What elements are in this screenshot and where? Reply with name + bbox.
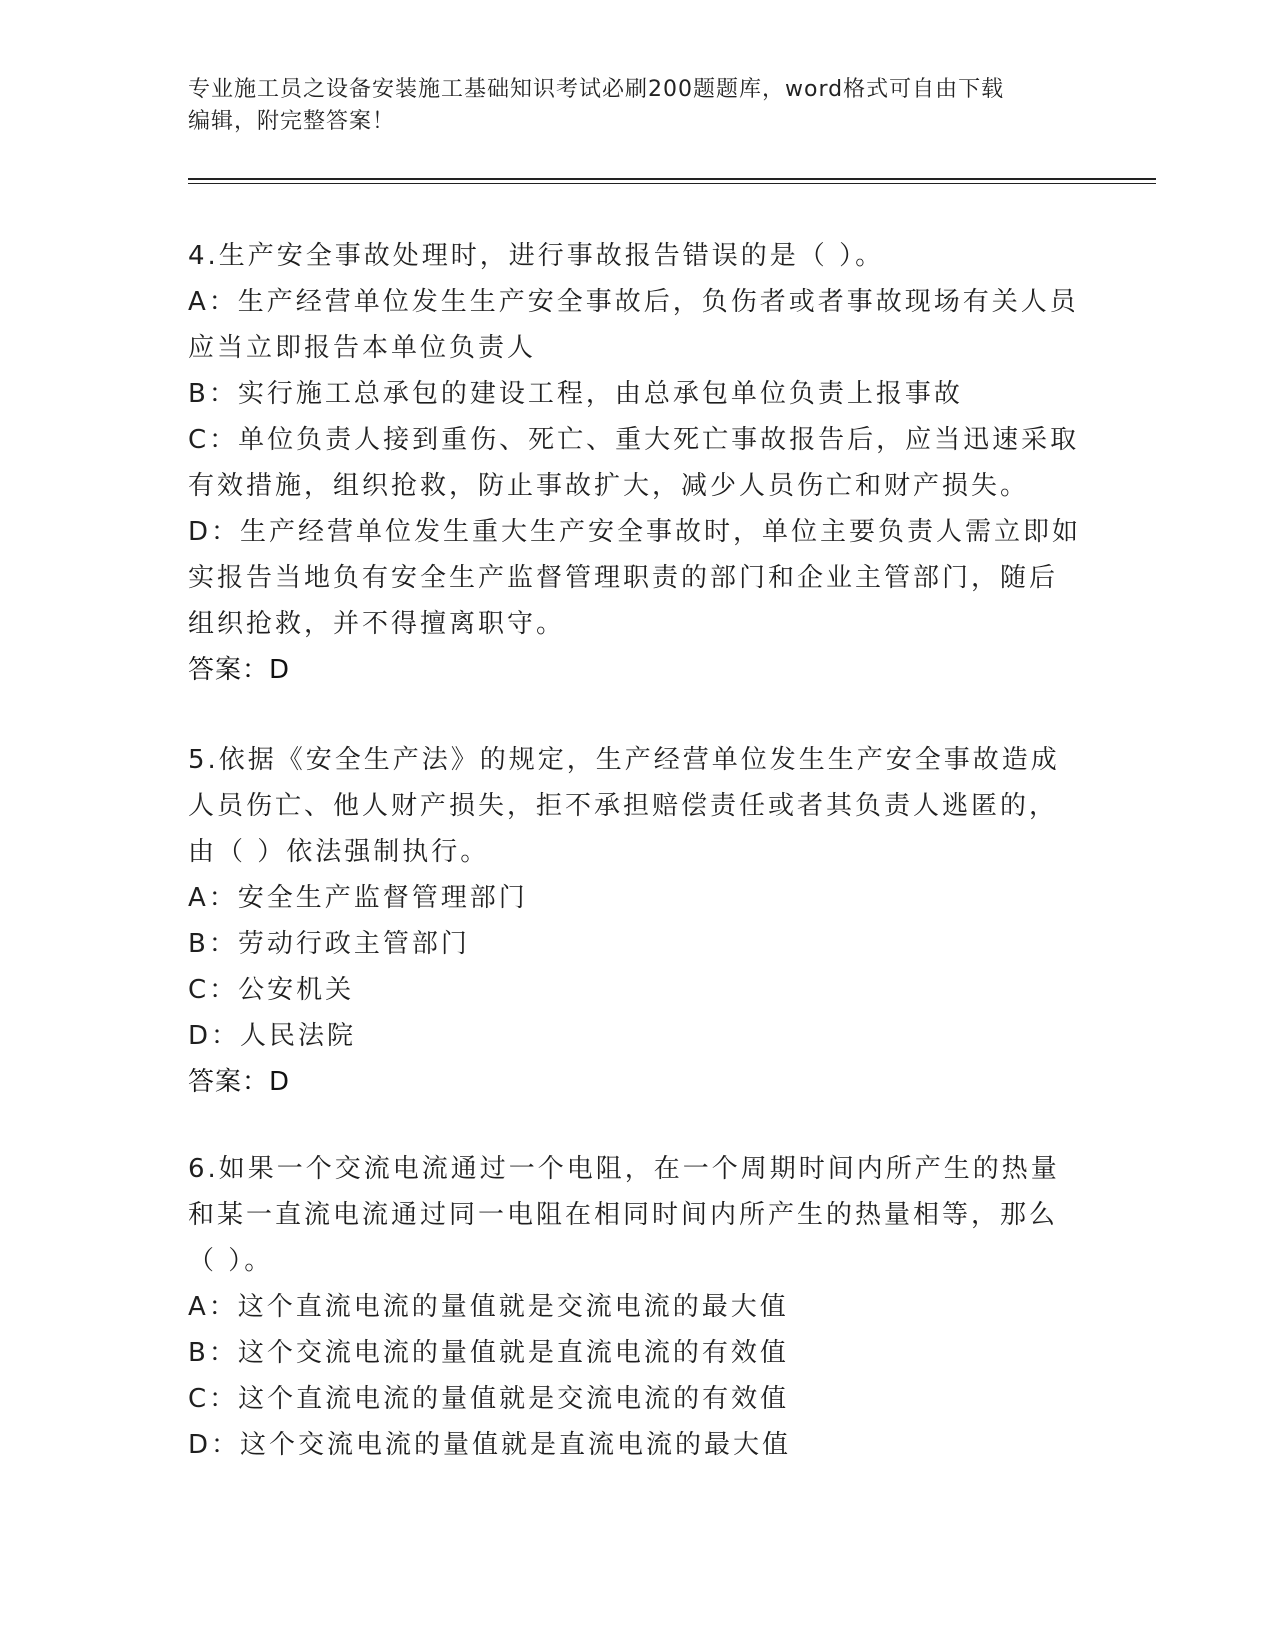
header-rule-thick: [188, 178, 1156, 180]
question-stem: 6.如果一个交流电流通过一个电阻，在一个周期时间内所产生的热量: [188, 1154, 1060, 1184]
question-stem: 人员伤亡、他人财产损失，拒不承担赔偿责任或者其负责人逃匿的，: [188, 791, 1059, 821]
answer-label: 答案：: [188, 1067, 270, 1097]
option-line: D：生产经营单位发生重大生产安全事故时，单位主要负责人需立即如: [188, 517, 1082, 547]
question-5: [188, 737, 1088, 1105]
option-c: [188, 417, 1088, 509]
option-a: A：这个直流电流的量值就是交流电流的最大值: [188, 1292, 789, 1322]
answer-value: D: [269, 1067, 291, 1097]
option-c: C：这个直流电流的量值就是交流电流的有效值: [188, 1384, 790, 1414]
answer: [188, 647, 1088, 693]
question-stem: 由（ ）依法强制执行。: [188, 837, 490, 867]
option-line: B：实行施工总承包的建设工程，由总承包单位负责上报事故: [188, 379, 963, 409]
option-line: A：生产经营单位发生生产安全事故后，负伤者或者事故现场有关人员: [188, 287, 1079, 317]
option-b: B：劳动行政主管部门: [188, 929, 470, 959]
option-b: [188, 371, 1088, 417]
option-b: B：这个交流电流的量值就是直流电流的有效值: [188, 1338, 789, 1368]
option-line: 组织抢救，并不得擅离职守。: [188, 609, 566, 639]
option-d: D：这个交流电流的量值就是直流电流的最大值: [188, 1430, 792, 1460]
answer: [188, 1059, 1088, 1105]
question-6: [188, 1146, 1088, 1468]
option-c: C：公安机关: [188, 975, 355, 1005]
answer-value: D: [269, 655, 291, 685]
question-stem: 和某一直流电流通过同一电阻在相同时间内所产生的热量相等，那么: [188, 1200, 1059, 1230]
question-stem: 5.依据《安全生产法》的规定，生产经营单位发生生产安全事故造成: [188, 745, 1060, 775]
option-a: A：安全生产监督管理部门: [188, 883, 528, 913]
header-rule-thin: [188, 183, 1156, 184]
document-header: [188, 74, 1068, 138]
option-line: 有效措施，组织抢救，防止事故扩大，减少人员伤亡和财产损失。: [188, 471, 1030, 501]
option-d: [188, 509, 1088, 647]
question-stem: 4.生产安全事故处理时，进行事故报告错误的是（ ）。: [188, 241, 885, 271]
option-d: D：人民法院: [188, 1021, 357, 1051]
option-line: 实报告当地负有安全生产监督管理职责的部门和企业主管部门，随后: [188, 563, 1059, 593]
option-line: C：单位负责人接到重伤、死亡、重大死亡事故报告后，应当迅速采取: [188, 425, 1080, 455]
answer-label: 答案：: [188, 655, 270, 685]
question-stem: （ ）。: [188, 1246, 274, 1276]
header-line-1: 专业施工员之设备安装施工基础知识考试必刷200题题库，word格式可自由下载: [188, 77, 1005, 102]
option-a: [188, 279, 1088, 371]
question-4: [188, 233, 1088, 693]
header-line-2: 编辑，附完整答案！: [188, 109, 396, 134]
option-line: 应当立即报告本单位负责人: [188, 333, 537, 363]
